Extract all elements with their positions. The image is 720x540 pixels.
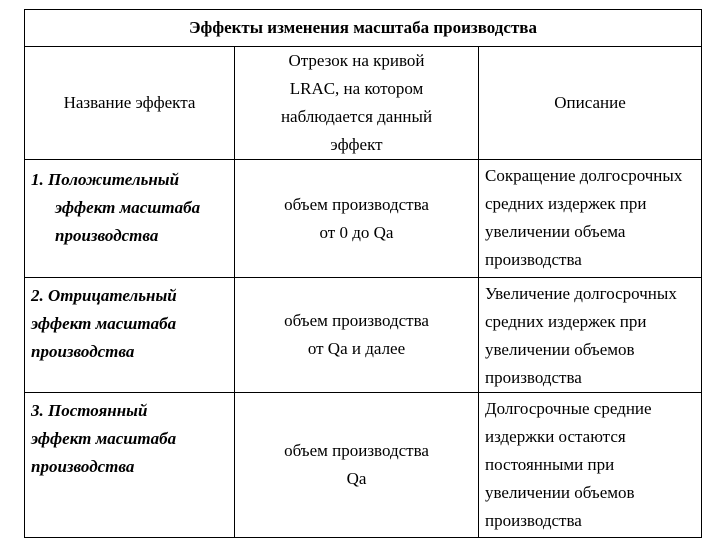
description-line: Долгосрочные средние xyxy=(485,399,652,418)
effect-name-line: эффект масштаба xyxy=(31,429,177,448)
description-line: средних издержек при xyxy=(485,194,647,213)
description-line: Увеличение долгосрочных xyxy=(485,284,677,303)
effect-name-line: эффект масштаба xyxy=(31,314,177,333)
header-segment-line: LRAC, на котором xyxy=(289,79,424,98)
effect-name-line: 1. Положительный xyxy=(31,170,180,189)
description-line: производства xyxy=(485,511,582,530)
header-segment-line: Отрезок на кривой xyxy=(288,51,425,70)
segment-line: от 0 до Qa xyxy=(319,222,394,242)
description-line: производства xyxy=(485,368,582,387)
effect-name-cell xyxy=(25,278,235,393)
header-effect-name: Название эффекта xyxy=(25,47,235,160)
segment-cell xyxy=(235,160,479,278)
segment-line: объем производства xyxy=(284,441,429,460)
segment-cell xyxy=(235,278,479,393)
description-line: средних издержек при xyxy=(485,312,647,331)
header-description: Описание xyxy=(479,47,702,160)
segment-cell xyxy=(235,393,479,538)
segment-line: объем производства xyxy=(284,311,429,330)
effect-name-line: 3. Постоянный xyxy=(31,401,148,420)
segment-line: от Qa и далее xyxy=(307,339,406,358)
effect-name-line: производства xyxy=(31,457,135,476)
description-line: издержки остаются xyxy=(485,427,626,446)
effect-name-line: эффект масштаба xyxy=(55,198,201,217)
description-line: Сокращение долгосрочных xyxy=(485,166,683,185)
effect-name-line: производства xyxy=(31,342,135,361)
segment-line: объем производства xyxy=(284,194,429,214)
header-row xyxy=(25,47,702,160)
description-line: увеличении объемов xyxy=(485,340,635,359)
description-cell xyxy=(479,160,702,278)
effect-name-cell xyxy=(25,160,235,278)
title-row xyxy=(25,10,702,47)
description-line: производства xyxy=(485,250,582,269)
description-line: увеличении объемов xyxy=(485,483,635,502)
table-row xyxy=(25,160,702,278)
scale-effects-table xyxy=(24,9,702,538)
effect-name-line: производства xyxy=(55,226,159,245)
effect-name-cell xyxy=(25,393,235,538)
description-line: увеличении объема xyxy=(485,222,626,241)
table-row xyxy=(25,393,702,538)
table-title: Эффекты изменения масштаба производства xyxy=(25,10,702,47)
segment-line: Qa xyxy=(346,469,367,488)
header-segment-line: наблюдается данный xyxy=(280,107,433,126)
description-line: постоянными при xyxy=(485,455,615,474)
table-row xyxy=(25,278,702,393)
header-segment-line: эффект xyxy=(330,135,383,154)
effect-name-line: 2. Отрицательный xyxy=(31,286,177,305)
description-cell xyxy=(479,278,702,393)
description-cell xyxy=(479,393,702,538)
header-lrac-segment xyxy=(235,47,479,160)
